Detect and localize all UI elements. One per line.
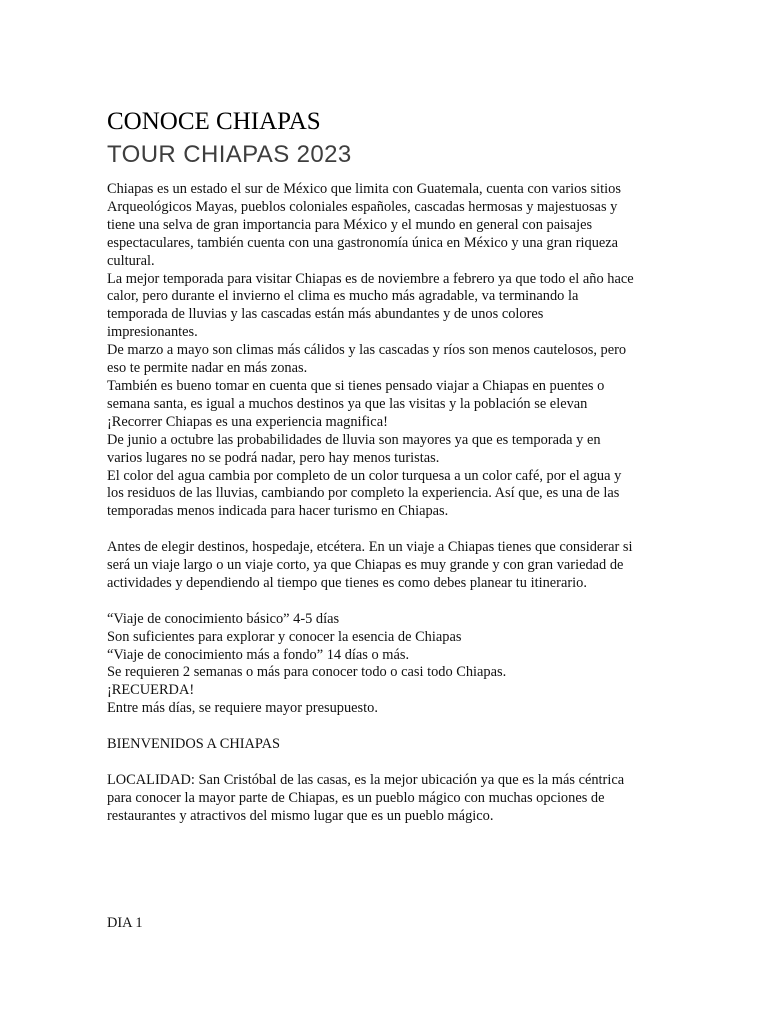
body-line: semana santa, es igual a muchos destinos ya que las visitas y la población se elevan — [107, 395, 588, 412]
body-line: Antes de elegir destinos, hospedaje, etcétera. En un viaje a Chiapas tienes que considerar si — [107, 539, 633, 556]
body-line: LOCALIDAD: San Cristóbal de las casas, es la mejor ubicación ya que es la más céntrica — [107, 771, 625, 788]
body-line: calor, pero durante el invierno el clima es mucho más agradable, va terminando la — [107, 288, 579, 305]
body-line: temporadas menos indicada para hacer turismo en Chiapas. — [107, 503, 449, 520]
body-line: actividades y dependiendo al tiempo que tienes es como debes planear tu itinerario. — [107, 574, 587, 591]
body-line: “Viaje de conocimiento básico” 4-5 días — [107, 610, 340, 627]
body-line: temporada de lluvias y las cascadas están más abundantes y de unos colores — [107, 306, 544, 323]
body-line: los residuos de las lluvias, cambiando por completo la experiencia. Así que, es una de las — [107, 485, 620, 502]
body-line: Entre más días, se requiere mayor presupuesto. — [107, 700, 378, 717]
body-line: De marzo a mayo son climas más cálidos y las cascadas y ríos son menos cautelosos, pero — [107, 342, 627, 359]
body-line: Son suficientes para explorar y conocer la esencia de Chiapas — [107, 628, 462, 645]
body-line: impresionantes. — [107, 324, 198, 341]
body-line: será un viaje largo o un viaje corto, ya que Chiapas es muy grande y con gran variedad de — [107, 557, 624, 574]
body-line: restaurantes y atractivos del mismo lugar que es un pueblo mágico. — [107, 807, 494, 824]
day-heading: DIA 1 — [107, 915, 143, 931]
body-line: La mejor temporada para visitar Chiapas es de noviembre a febrero ya que todo el año hace — [107, 270, 634, 287]
paragraph-gap — [107, 593, 667, 611]
body-line: BIENVENIDOS A CHIAPAS — [107, 736, 280, 753]
paragraph-gap — [107, 521, 667, 539]
body-line: para conocer la mayor parte de Chiapas, es un pueblo mágico con muchas opciones de — [107, 789, 605, 806]
body-line: También es bueno tomar en cuenta que si tienes pensado viajar a Chiapas en puentes o — [107, 377, 605, 394]
document-subtitle: TOUR CHIAPAS 2023 — [107, 141, 352, 168]
body-line: ¡Recorrer Chiapas es una experiencia magnifica! — [107, 413, 388, 430]
body-line: varios lugares no se podrá nadar, pero hay menos turistas. — [107, 449, 440, 466]
body-line: cultural. — [107, 252, 155, 269]
body-line: De junio a octubre las probabilidades de lluvia son mayores ya que es temporada y en — [107, 431, 601, 448]
body-line: tiene una selva de gran importancia para México y el mundo en general con paisajes — [107, 216, 593, 233]
body-line: El color del agua cambia por completo de un color turquesa a un color café, por el agua y — [107, 467, 622, 484]
body-line: Chiapas es un estado el sur de México que limita con Guatemala, cuenta con varios sitios — [107, 181, 621, 197]
paragraph-gap — [107, 718, 667, 736]
document-title: CONOCE CHIAPAS — [107, 108, 321, 135]
body-line: ¡RECUERDA! — [107, 682, 195, 699]
document-body — [107, 181, 667, 826]
body-line: “Viaje de conocimiento más a fondo” 14 días o más. — [107, 646, 410, 663]
body-line: espectaculares, también cuenta con una gastronomía única en México y una gran riqueza — [107, 234, 619, 251]
paragraph-gap — [107, 754, 667, 772]
body-line: Arqueológicos Mayas, pueblos coloniales españoles, cascadas hermosas y majestuosas y — [107, 198, 618, 215]
body-line: Se requieren 2 semanas o más para conocer todo o casi todo Chiapas. — [107, 664, 507, 681]
body-line: eso te permite nadar en más zonas. — [107, 360, 308, 377]
